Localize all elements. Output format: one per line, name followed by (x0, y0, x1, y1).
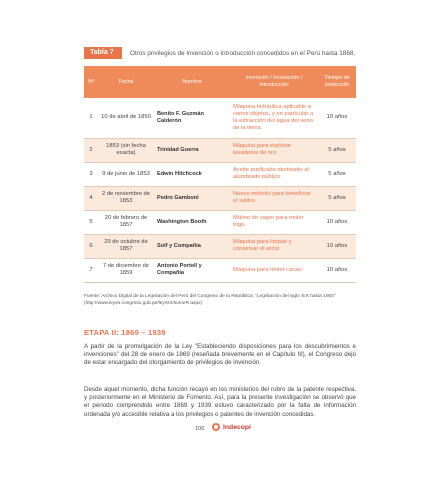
row-num: 6 (84, 234, 98, 258)
row-invencion: Máquina para limpiar y conservar el arroz. (230, 234, 318, 258)
row-num: 5 (84, 210, 98, 234)
row-nombre: Benito F. Guzmán Calderón (154, 98, 230, 138)
table-header-row (84, 66, 356, 98)
row-fecha: 20 de febrero de 1857 (98, 210, 154, 234)
row-tiempo: 10 años (318, 258, 356, 282)
row-invencion: Aceite purificado destinado al alumbrado público. (230, 162, 318, 186)
body-paragraph-1: A partir de la promulgación de la Ley "Estableciendo disposiciones para los descubrimientos e invenciones" del 28 de enero de 1869 (reseñada brevemente en el Capítulo III), el Congreso dejó de estar encargado del otorgamiento de privilegios de invención. (84, 343, 356, 367)
row-tiempo: 10 años (318, 234, 356, 258)
privileges-table (84, 66, 356, 283)
table-row (84, 98, 356, 138)
table-row (84, 210, 356, 234)
row-tiempo: 5 años (318, 186, 356, 210)
table-source-note: Fuente: Archivo Digital de la Legislación del Perú del Congreso de la República: "Legislación del siglo XIX hasta 1904" (http://www.leyes.congreso.gob.pe/leyXIX/sumeR.aspx) (84, 294, 336, 306)
row-num: 1 (84, 98, 98, 138)
row-num: 3 (84, 162, 98, 186)
row-num: 7 (84, 258, 98, 282)
row-fecha: 9 de junio de 1853 (98, 162, 154, 186)
row-num: 4 (84, 186, 98, 210)
row-tiempo: 5 años (318, 162, 356, 186)
table-row (84, 186, 356, 210)
table-tag: Tabla 7 (84, 47, 122, 59)
logo-text: Indecopi (223, 423, 251, 431)
table-caption (84, 46, 356, 60)
row-invencion: Máquina para explorar lavaderos de oro. (230, 138, 318, 162)
header-nombre: Nombre (154, 66, 230, 98)
table-row (84, 234, 356, 258)
row-invencion: Máquina para moler cacao. (230, 258, 318, 282)
row-nombre: Edwin Hitchcock (154, 162, 230, 186)
table-row (84, 138, 356, 162)
table-row (84, 258, 356, 282)
row-invencion: Nuevo método para beneficiar el salitre. (230, 186, 318, 210)
row-tiempo: 5 años (318, 138, 356, 162)
row-nombre: Washington Booth (154, 210, 230, 234)
header-invencion: Invención / Innovación / Introducción (230, 66, 318, 98)
row-nombre: Antonio Portell y Compañía (154, 258, 230, 282)
row-nombre: Solf y Compañía (154, 234, 230, 258)
table-row (84, 162, 356, 186)
body-paragraph-2: Desde aquel momento, dicha función recayó en los ministerios del rubro de la patente respectiva, y posteriormente en el Ministerio de Fomento. Así, para la presente investigación se observó que el periodo comprendido entre 1869 y 1939 estuvo caracterizado por la falta de información ordenada y/o accesible relativa a los privilegios o patentes de invención concedidas. (84, 386, 356, 418)
indecopi-logo (212, 423, 251, 431)
row-tiempo: 10 años (318, 210, 356, 234)
row-invencion: Máquina hidráulica aplicable a varios objetos, y en particular a la extracción del agua del seno de la tierra. (230, 98, 318, 138)
page-number: 106 (195, 426, 205, 432)
logo-mark-icon (212, 423, 220, 431)
row-fecha: 2 de noviembre de 1853 (98, 186, 154, 210)
row-fecha: 29 de octubre de 1857 (98, 234, 154, 258)
row-num: 2 (84, 138, 98, 162)
section-heading: ETAPA II: 1869 – 1939 (84, 328, 166, 337)
row-fecha: 1853 (sin fecha exacta) (98, 138, 154, 162)
header-tiempo: Tiempo de protección (318, 66, 356, 98)
row-tiempo: 10 años (318, 98, 356, 138)
row-fecha: 7 de diciembre de 1859 (98, 258, 154, 282)
row-nombre: Pedro Gamboni (154, 186, 230, 210)
row-nombre: Trinidad Guerra (154, 138, 230, 162)
row-fecha: 10 de abril de 1850 (98, 98, 154, 138)
table-title: Otros privilegios de invención o introducción concedidos en el Perú hasta 1868. (130, 49, 356, 57)
row-invencion: Molino de vapor para moler trigo. (230, 210, 318, 234)
header-fecha: Fecha (98, 66, 154, 98)
header-num: Nº (84, 66, 98, 98)
